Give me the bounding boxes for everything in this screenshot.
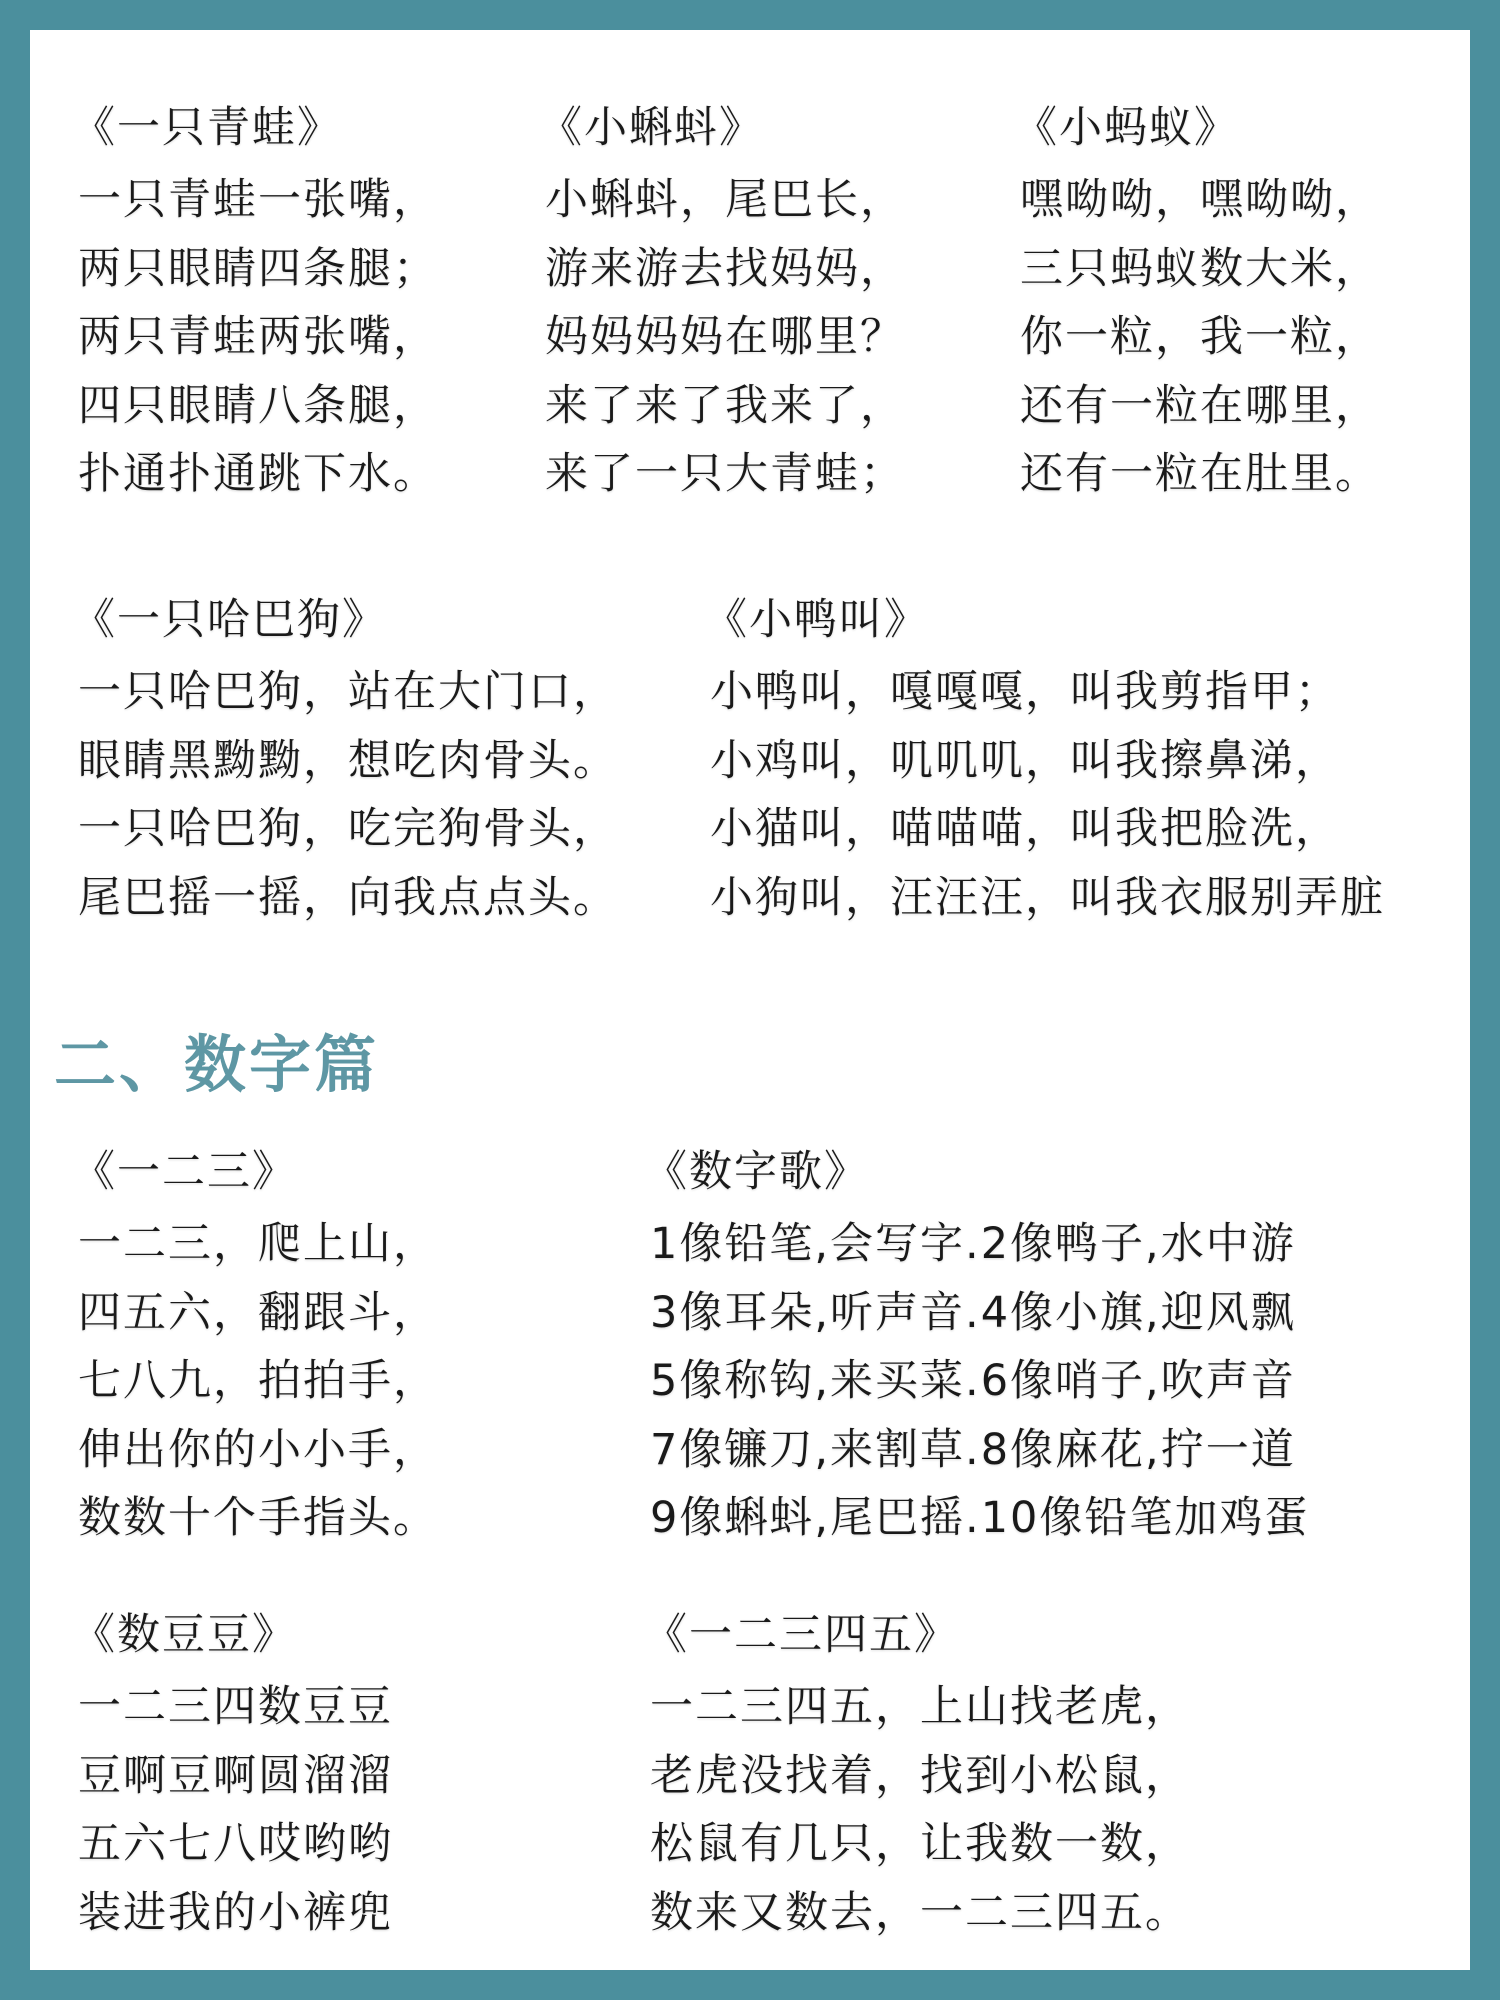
poem-line: 小猫叫，喵喵喵，叫我把脸洗， — [710, 804, 1340, 854]
poem-line: 两只青蛙两张嘴， — [78, 312, 438, 362]
poem-line: 尾巴摇一摇，向我点点头。 — [78, 872, 618, 923]
poem-line: 一二三四数豆豆 — [78, 1682, 393, 1732]
poem-line: 一只青蛙一张嘴， — [78, 175, 438, 225]
poem-line: 妈妈妈妈在哪里？ — [545, 312, 905, 362]
poem-title: 《一二三四五》 — [644, 1610, 959, 1660]
poem-line: 5像称钩,来买菜.6像哨子,吹声音 — [650, 1356, 1296, 1406]
section-title: 二、数字篇 — [54, 1028, 380, 1101]
poem-one-frog — [72, 98, 438, 509]
poem-ant — [1014, 98, 1380, 509]
poem-line: 伸出你的小小手， — [78, 1424, 438, 1475]
poem-line: 还有一粒在肚里。 — [1020, 449, 1380, 499]
poem-line: 数数十个手指头。 — [78, 1493, 438, 1543]
poem-line: 四五六，翻跟斗， — [78, 1287, 438, 1338]
poem-duck — [704, 590, 1385, 932]
poem-title: 《一二三》 — [72, 1147, 297, 1197]
poem-line: 小鸭叫，嘎嘎嘎，叫我剪指甲； — [710, 667, 1340, 717]
poem-line: 来了一只大青蛙； — [545, 449, 905, 499]
poem-number-song — [644, 1142, 1310, 1553]
poem-line: 豆啊豆啊圆溜溜 — [78, 1750, 393, 1801]
poem-line: 一二三四五，上山找老虎， — [650, 1682, 1190, 1732]
poem-one-to-five — [644, 1605, 1190, 1947]
poem-line: 五六七八哎哟哟 — [78, 1819, 393, 1869]
poem-line: 还有一粒在哪里， — [1020, 380, 1380, 431]
content-card — [30, 30, 1470, 1970]
poem-line: 扑通扑通跳下水。 — [78, 449, 438, 499]
poem-line: 一只哈巴狗，站在大门口， — [78, 667, 618, 717]
poem-line: 小狗叫，汪汪汪，叫我衣服别弄脏 — [710, 872, 1385, 923]
poem-line: 装进我的小裤兜 — [78, 1887, 393, 1938]
poem-line: 小鸡叫，叽叽叽，叫我擦鼻涕， — [710, 735, 1340, 786]
poem-tadpole — [539, 98, 905, 509]
poem-line: 数来又数去，一二三四五。 — [650, 1887, 1190, 1938]
poem-line: 七八九，拍拍手， — [78, 1356, 438, 1406]
poem-title: 《小鸭叫》 — [704, 595, 929, 645]
poem-line: 来了来了我来了， — [545, 380, 905, 431]
poem-line: 游来游去找妈妈， — [545, 243, 905, 294]
poem-line: 7像镰刀,来割草.8像麻花,拧一道 — [650, 1424, 1296, 1475]
poem-pug — [72, 590, 618, 932]
poem-line: 小蝌蚪，尾巴长， — [545, 175, 905, 225]
poem-line: 眼睛黑黝黝，想吃肉骨头。 — [78, 735, 618, 786]
poem-title: 《一只哈巴狗》 — [72, 595, 387, 645]
poem-line: 老虎没找着，找到小松鼠， — [650, 1750, 1190, 1801]
poem-title: 《小蚂蚁》 — [1014, 103, 1239, 153]
poem-title: 《一只青蛙》 — [72, 103, 342, 153]
poem-line: 嘿呦呦，嘿呦呦， — [1020, 175, 1380, 225]
poem-title: 《数字歌》 — [644, 1147, 869, 1197]
poem-line: 两只眼睛四条腿； — [78, 243, 438, 294]
poem-line: 9像蝌蚪,尾巴摇.10像铅笔加鸡蛋 — [650, 1493, 1310, 1543]
poem-title: 《数豆豆》 — [72, 1610, 297, 1660]
poem-line: 1像铅笔,会写字.2像鸭子,水中游 — [650, 1219, 1296, 1269]
poem-title: 《小蝌蚪》 — [539, 103, 764, 153]
poem-one-two-three — [72, 1142, 438, 1553]
poem-line: 一二三，爬上山， — [78, 1219, 438, 1269]
poem-line: 一只哈巴狗，吃完狗骨头， — [78, 804, 618, 854]
poem-line: 你一粒，我一粒， — [1020, 312, 1380, 362]
poem-line: 松鼠有几只，让我数一数， — [650, 1819, 1190, 1869]
poem-line: 3像耳朵,听声音.4像小旗,迎风飘 — [650, 1287, 1296, 1338]
poem-line: 三只蚂蚁数大米， — [1020, 243, 1380, 294]
poem-count-beans — [72, 1605, 393, 1947]
poem-line: 四只眼睛八条腿， — [78, 380, 438, 431]
